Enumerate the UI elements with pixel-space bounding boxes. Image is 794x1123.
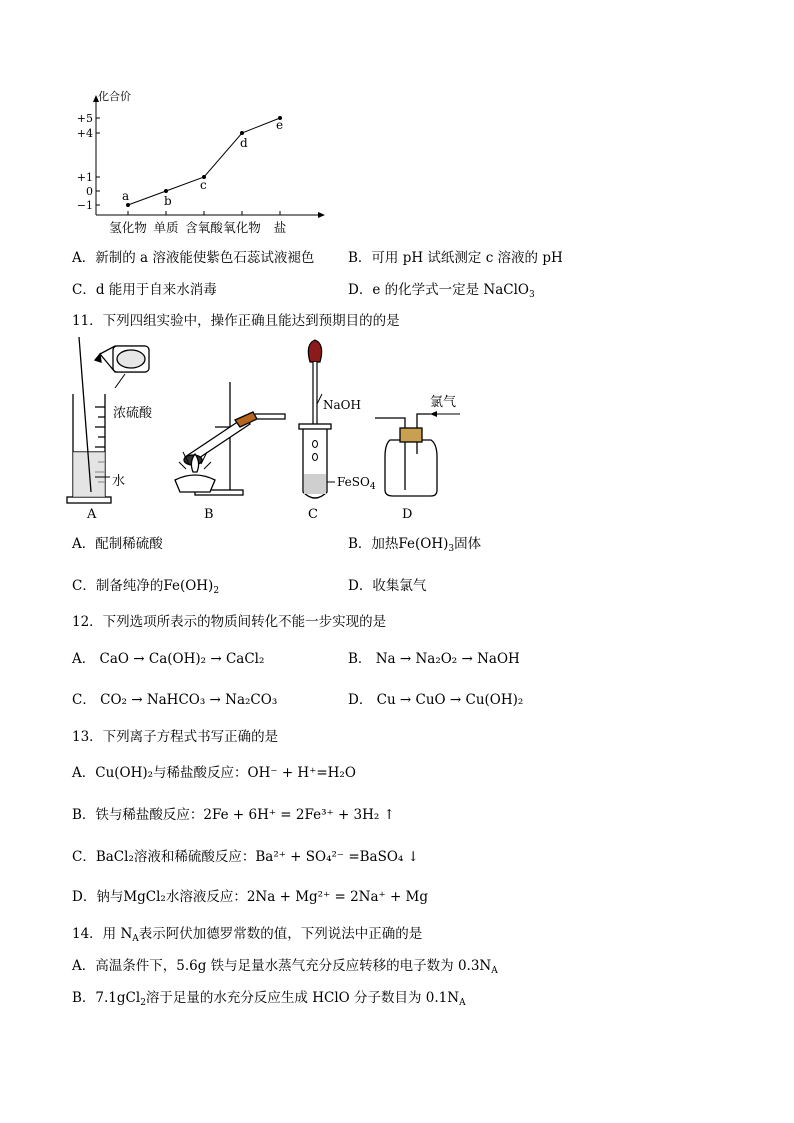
q10-option-a: A．新制的 a 溶液能使紫色石蕊试液褪色 [72,250,315,266]
x-axis-arrow [318,212,325,218]
label-feso4: FeSO$_4$ [337,475,376,492]
data-point [126,203,130,207]
q12-option-c: C． CO₂ → NaHCO₃ → Na₂CO₃ [72,692,278,708]
acid-bottle-icon [95,346,149,372]
fig-label-c: C [308,507,318,522]
q11-apparatus-figure [65,332,485,522]
q13-stem: 13．下列离子方程式书写正确的是 [72,729,279,745]
q14-stem: 14．用 $N_A$表示阿伏加德罗常数的值，下列说法中正确的是 [72,926,423,944]
q10-option-d: D．e 的化学式一定是 NaClO$_3$ [348,282,535,300]
q12-stem: 12．下列选项所表示的物质间转化不能一步实现的是 [72,614,387,630]
y-tick-label: −1 [76,199,93,212]
label-naoh: NaOH [323,398,361,412]
y-tick-label: 0 [86,185,93,198]
q13-option-a: A．Cu(OH)₂与稀盐酸反应：OH⁻ + H⁺=H₂O [72,765,356,781]
q14-option-a: A．高温条件下，5.6g 铁与足量水蒸气充分反应转移的电子数为 $0.3N_A$ [72,958,498,976]
dropper-icon [308,340,321,428]
q11-option-b: B．加热$Fe(OH)_3$固体 [348,536,482,554]
label-water: 水 [112,474,126,489]
point-label: b [164,194,172,208]
label-chlorine: 氯气 [430,395,457,410]
q12-option-d: D． Cu → CuO → Cu(OH)₂ [348,692,524,708]
x-tick-label: 盐 [273,220,287,235]
point-label: c [200,178,207,192]
q13-option-c: C．BaCl₂溶液和稀硫酸反应：Ba²⁺ + SO₄²⁻ =BaSO₄ ↓ [72,849,419,865]
q12-option-a: A． CaO → Ca(OH)₂ → CaCl₂ [72,651,265,667]
point-label: a [122,189,130,203]
feso4-solution [304,474,326,494]
q11-option-d: D．收集氯气 [348,578,427,594]
q12-option-b: B． Na → Na₂O₂ → NaOH [348,651,520,667]
q13-option-d: D．钠与MgCl₂水溶液反应：2Na + Mg²⁺ = 2Na⁺ + Mg [72,889,429,905]
y-tick-label: +1 [76,171,93,184]
x-tick-label: 氧化物 [223,220,261,235]
x-tick-label: 单质 [153,220,179,235]
q10-option-c: C．d 能用于自来水消毒 [72,282,217,298]
x-tick-label: 氢化物 [109,220,147,235]
q11-option-a: A．配制稀硫酸 [72,536,163,552]
q11-stem: 11．下列四组实验中，操作正确且能达到预期目的的是 [72,313,400,329]
q14-option-b: B．7.1gCl$_2$溶于足量的水充分反应生成 HClO 分子数目为 $0.1N_A$ [72,990,466,1008]
alcohol-lamp-icon [175,452,215,492]
y-tick-label: +5 [76,112,93,125]
data-point [240,131,244,135]
fig-label-d: D [402,507,413,522]
y-axis-label: 化合价 [98,90,131,103]
test-tube-heating-icon [184,412,285,465]
x-tick-label: 含氧酸 [185,220,223,235]
data-point [164,189,168,193]
q10-option-b: B．可用 pH 试纸测定 c 溶液的 pH [348,250,563,266]
q11-option-c: C．制备纯净的$Fe(OH)_2$ [72,578,220,596]
y-tick-label: +4 [76,127,93,140]
valence-chart [70,90,330,240]
fig-label-a: A [87,507,97,522]
point-label: d [240,136,248,150]
label-conc-acid: 浓硫酸 [113,406,153,421]
q13-option-b: B．铁与稀盐酸反应：2Fe + 6H⁺ = 2Fe³⁺ + 3H₂ ↑ [72,807,395,823]
point-label: e [276,118,284,132]
gas-bottle-icon [375,414,437,496]
fig-label-b: B [204,507,214,522]
